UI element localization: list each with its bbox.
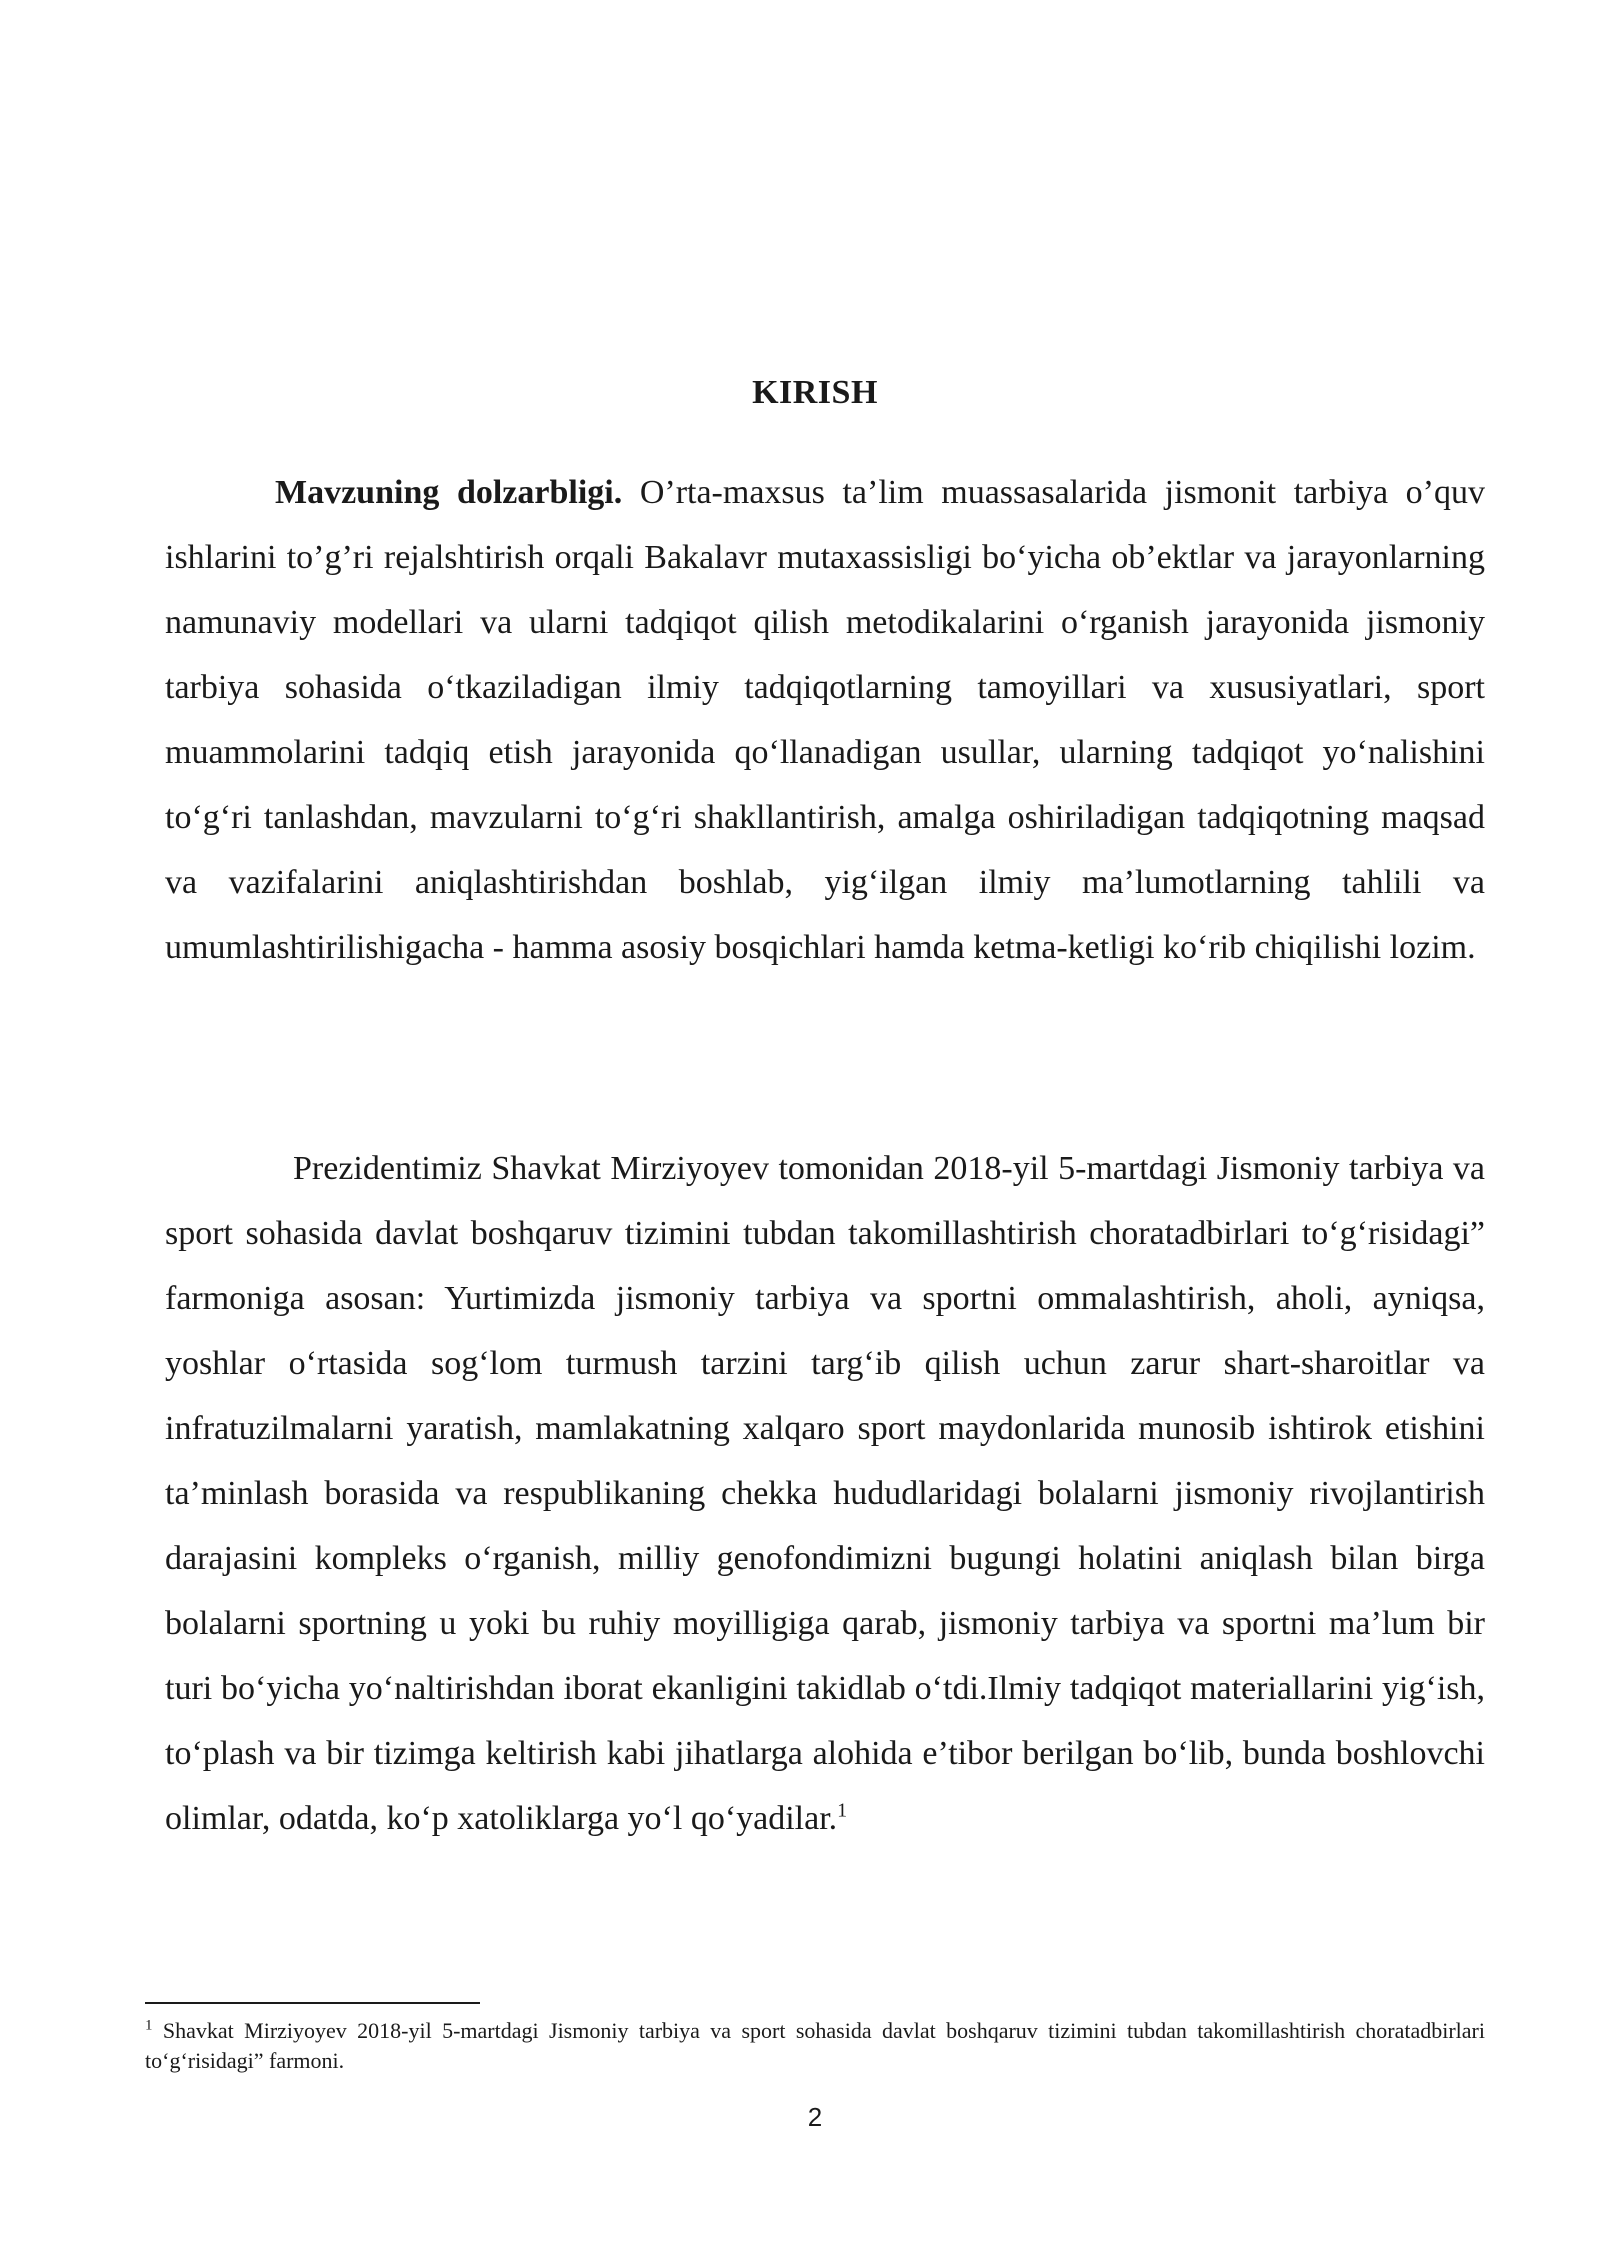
- paragraph-relevance: [165, 460, 1485, 980]
- footnote-reference[interactable]: 1: [837, 1799, 848, 1822]
- footnote-text: Shavkat Mirziyoyev 2018-yil 5-martdagi Jismoniy tarbiya va sport sohasida davlat boshqaruv tizimini tubdan takomillashtirish choratadbirlari to‘g‘risidagi” farmoni.: [145, 2018, 1485, 2073]
- paragraph-text: O’rta-maxsus ta’lim muassasalarida jismonit tarbiya o’quv ishlarini to’g’ri rejalshtirish orqali Bakalavr mutaxassisligi bo‘yicha ob’ektlar va jarayonlarning namunaviy modellari va ularni tadqiqot qilish metodikalarini o‘rganish jarayonida jismoniy tarbiya sohasida o‘tkaziladigan ilmiy tadqiqotlarning tamoyillari va xususiyatlari, sport muammolarini tadqiq etish jarayonida qo‘llanadigan usullar, ularning tadqiqot yo‘nalishini to‘g‘ri tanlashdan, mavzularni to‘g‘ri shakllantirish, amalga oshiriladigan tadqiqotning maqsad va vazifalarini aniqlashtirishdan boshlab, yig‘ilgan ilmiy ma’lumotlarning tahlili va umumlashtirilishigacha - hamma asosiy bosqichlari hamda ketma-ketligi ko‘rib chiqilishi lozim.: [165, 474, 1486, 966]
- paragraph-presidential-decree: [165, 1136, 1485, 1851]
- paragraph-text: Prezidentimiz Shavkat Mirziyoyev tomonidan 2018-yil 5-martdagi Jismoniy tarbiya va sport sohasida davlat boshqaruv tizimini tubdan takomillashtirish choratadbirlari to‘g‘risidagi” farmoniga asosan: Yurtimizda jismoniy tarbiya va sportni ommalashtirish, aholi, ayniqsa, yoshlar o‘rtasida sog‘lom turmush tarzini targ‘ib qilish uchun zarur shart-sharoitlar va infratuzilmalarni yaratish, mamlakatning xalqaro sport maydonlarida munosib ishtirok etishini ta’minlash borasida va respublikaning chekka hududlaridagi bolalarni jismoniy rivojlantirish darajasini kompleks o‘rganish, milliy genofondimizni bugungi holatini aniqlash bilan birga bolalarni sportning u yoki bu ruhiy moyilligiga qarab, jismoniy tarbiya va sportni ma’lum bir turi bo‘yicha yo‘naltirishdan iborat ekanligini takidlab o‘tdi.Ilmiy tadqiqot materiallarini yig‘ish, to‘plash va bir tizimga keltirish kabi jihatlarga alohida e’tibor berilgan bo‘lib, bunda boshlovchi olimlar, odatda, ko‘p xatoliklarga yo‘l qo‘yadilar.: [165, 1150, 1485, 1837]
- page-number: 2: [807, 2102, 823, 2132]
- footnote-marker: 1: [145, 2017, 153, 2034]
- section-title: KIRISH: [752, 374, 878, 411]
- footnote: [145, 2016, 1485, 2076]
- footnote-separator: [145, 2002, 480, 2004]
- paragraph-lead-heading: Mavzuning dolzarbligi.: [275, 474, 623, 511]
